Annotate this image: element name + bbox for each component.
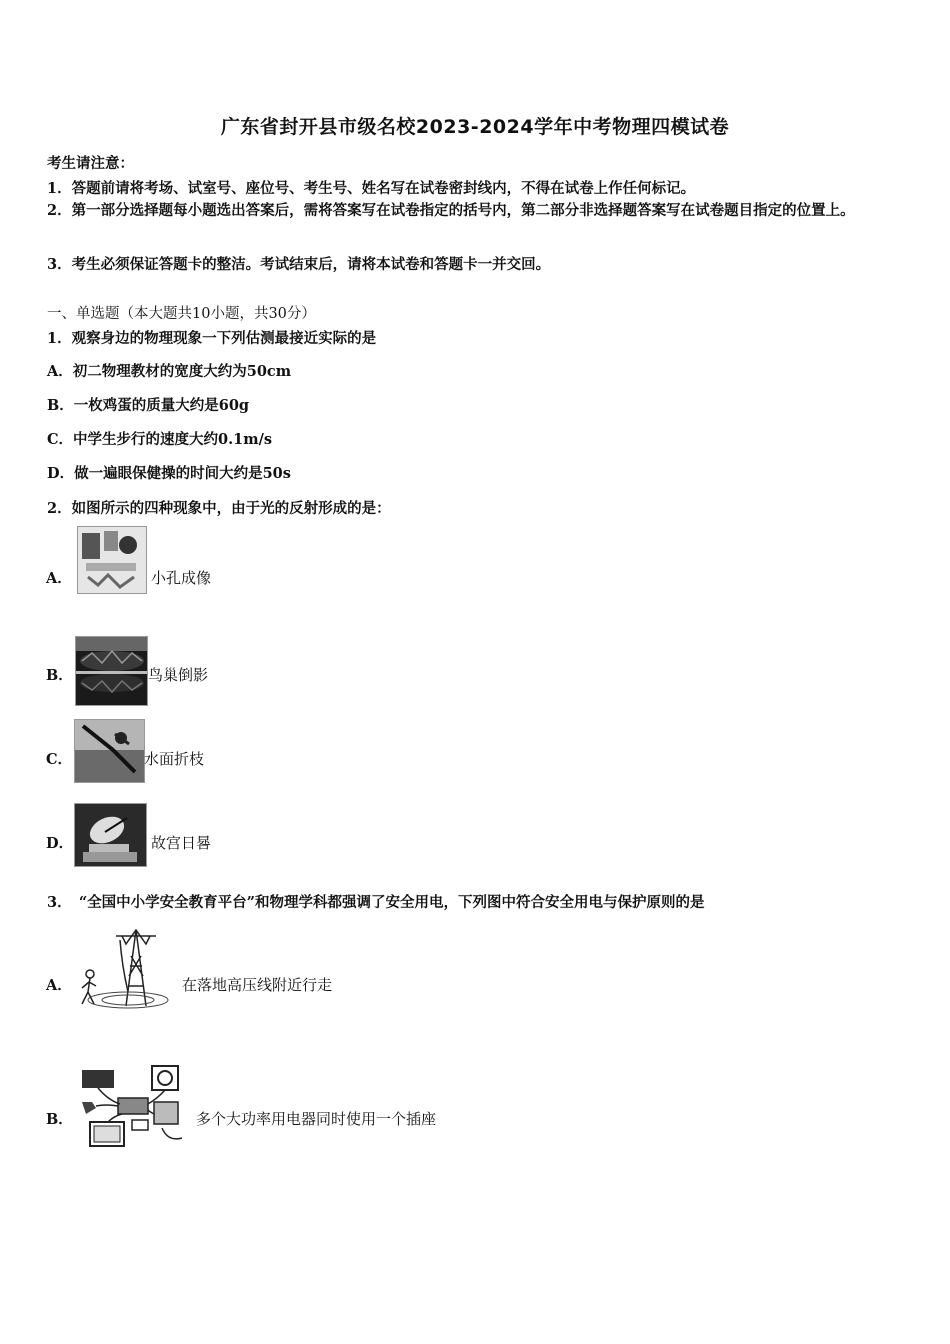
question-2-option-b-letter: B．	[46, 667, 73, 684]
notice-item-2: 2．第一部分选择题每小题选出答案后，需将答案写在试卷指定的括号内，第二部分非选择题答案写在试卷题目指定的位置上。	[47, 202, 855, 219]
question-1-option-c: C．中学生步行的速度大约0.1m/s	[47, 431, 273, 448]
page-title: 广东省封开县市级名校2023-2024学年中考物理四模试卷	[220, 116, 730, 138]
question-1-option-d: D．做一遍眼保健操的时间大约是50s	[47, 465, 291, 482]
question-2-option-a-label: 小孔成像	[151, 569, 212, 587]
question-1-option-b: B．一枚鸡蛋的质量大约是60g	[47, 397, 250, 414]
high-voltage-line-drawing-icon	[76, 926, 176, 1014]
question-2-option-c-label: 水面折枝	[144, 750, 205, 768]
question-2-option-a-letter: A．	[46, 570, 72, 587]
question-1-stem: 1．观察身边的物理现象一下列估测最接近实际的是	[47, 330, 377, 347]
question-3-option-a-letter: A．	[46, 977, 72, 994]
notice-item-1: 1．答题前请将考场、试室号、座位号、考生号、姓名写在试卷密封线内，不得在试卷上作任何标记。	[47, 180, 696, 197]
question-2-option-c-letter: C．	[46, 751, 73, 768]
question-2-option-d-label: 故宫日晷	[151, 834, 212, 852]
question-2-stem: 2．如图所示的四种现象中，由于光的反射形成的是：	[47, 500, 391, 517]
question-3-stem: 3． “全国中小学安全教育平台”和物理学科都强调了安全用电，下列图中符合安全用电与保护原则的是	[47, 894, 705, 911]
question-3-option-b-letter: B．	[46, 1111, 73, 1128]
question-1-option-a: A．初二物理教材的宽度大约为50cm	[47, 363, 292, 380]
pinhole-photo-icon	[77, 526, 147, 594]
sundial-photo-icon	[74, 803, 147, 867]
question-3-option-a-label: 在落地高压线附近行走	[182, 976, 333, 994]
notice-item-3: 3．考生必须保证答题卡的整洁。考试结束后，请将本试卷和答题卡一并交回。	[47, 256, 551, 273]
section-heading: 一、单选题（本大题共10小题，共30分）	[47, 306, 316, 322]
bent-branch-photo-icon	[74, 719, 145, 783]
overloaded-socket-drawing-icon	[78, 1058, 190, 1150]
question-2-option-d-letter: D．	[46, 835, 74, 852]
notice-heading: 考生请注意：	[47, 155, 134, 172]
question-2-option-b-label: 鸟巢倒影	[148, 666, 209, 684]
question-3-option-b-label: 多个大功率用电器同时使用一个插座	[196, 1110, 437, 1128]
birdsnest-reflection-photo-icon	[75, 636, 148, 706]
